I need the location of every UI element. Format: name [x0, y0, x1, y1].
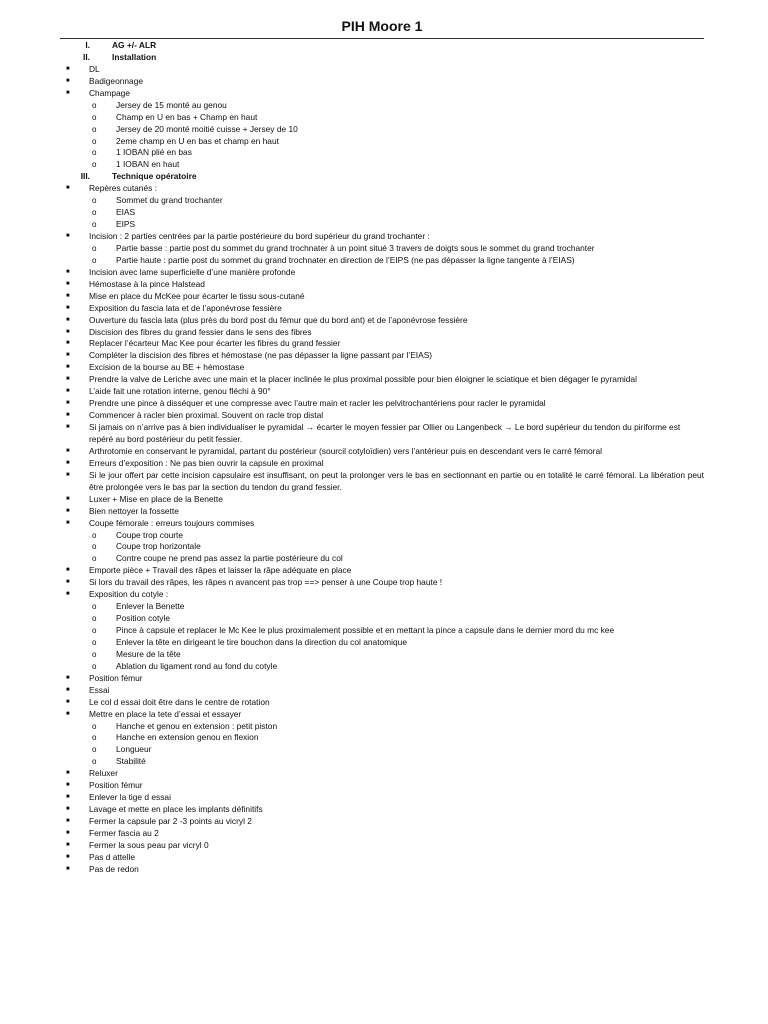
square-bullet-icon: ■: [66, 233, 70, 239]
circle-bullet-icon: o: [92, 220, 97, 230]
section-heading-text: Technique opératoire: [112, 171, 197, 182]
list-item-text: Enlever la Benette: [116, 601, 185, 612]
list-item: [0, 792, 768, 804]
list-item-text: EIAS: [116, 207, 136, 218]
section-heading: [0, 52, 768, 64]
list-item-text: Partie haute : partie post du sommet du grand trochnater en direction de l’EIPS (ne pas dépasser la ligne tangente à l’EIAS): [116, 254, 575, 265]
list-item-text: Pas d attelle: [89, 851, 136, 862]
sub-list-item: [0, 136, 768, 148]
list-item-text: Champ en U en bas + Champ en haut: [116, 111, 258, 122]
list-item-text: Longueur: [116, 744, 152, 755]
sub-list-item: [0, 255, 768, 267]
list-item: [0, 315, 768, 327]
section-heading: [0, 171, 768, 183]
list-item: [0, 88, 768, 100]
list-item-text: Fermer la capsule par 2 -3 points au vicryl 2: [89, 816, 252, 827]
circle-bullet-icon: o: [92, 757, 97, 767]
square-bullet-icon: ■: [66, 471, 70, 478]
list-item: [0, 410, 768, 422]
list-item-text: Replacer l’écarteur Mac Kee pour écarter les fibres du grand fessier: [89, 338, 341, 349]
list-item: [0, 518, 768, 530]
circle-bullet-icon: o: [92, 649, 97, 659]
list-item: [0, 697, 768, 709]
list-item: [0, 577, 768, 589]
list-item: [0, 506, 768, 518]
square-bullet-icon: ■: [66, 507, 70, 514]
list-item-text: Si lors du travail des râpes, les râpes n avancent pas trop ==> penser à une Coupe trop haute !: [89, 577, 443, 588]
sub-list-item: [0, 625, 768, 637]
circle-bullet-icon: o: [92, 637, 97, 647]
list-item-text: EIPS: [116, 219, 136, 230]
list-item-text: Mise en place du McKee pour écarter le tissu sous-cutané: [89, 290, 305, 301]
square-bullet-icon: ■: [66, 519, 70, 526]
list-item-text: Position fémur: [89, 672, 143, 683]
title-underline: [60, 38, 704, 39]
circle-bullet-icon: o: [92, 554, 97, 564]
list-item: [0, 279, 768, 291]
list-item-text: Sommet du grand trochanter: [116, 195, 223, 206]
list-item-text: Repères cutanés :: [89, 183, 157, 194]
square-bullet-icon: ■: [66, 328, 70, 335]
sub-list-item: [0, 649, 768, 661]
list-item: [0, 840, 768, 852]
list-item: [0, 864, 768, 876]
circle-bullet-icon: o: [92, 626, 97, 636]
sub-list-item: [0, 721, 768, 733]
circle-bullet-icon: o: [92, 243, 97, 253]
list-item: [0, 350, 768, 362]
square-bullet-icon: ■: [66, 567, 70, 574]
list-item-text: Si jamais on n’arrive pas à bien individualiser le pyramidal → écarter le moyen fessier par Ollier ou Langenbeck → Le bord supérieur du tendon du piriforme est repéré au bord postérieur du petit fessier.: [89, 422, 681, 444]
roman-numeral: II.: [83, 51, 90, 62]
list-item-text: Exposition du fascia lata et de l’aponévrose fessière: [89, 302, 282, 313]
square-bullet-icon: ■: [66, 686, 70, 693]
list-item-text: Fermer la sous peau par vicryl 0: [89, 839, 209, 850]
list-item-text: Prendre la valve de Leriche avec une main et la placer inclinée le plus proximal possible pour bien éloigner le sciatique et bien dégager le pyramidal: [89, 374, 637, 385]
list-item-text: Ouverture du fascia lata (plus près du bord post du fémur que du bord ant) et de l’aponévrose fessière: [89, 314, 468, 325]
list-item: [0, 231, 768, 243]
list-item-text: Hémostase à la pince Halstead: [89, 278, 205, 289]
sub-list-item: [0, 195, 768, 207]
list-item-text: Pince à capsule et replacer le Mc Kee le plus proximalement possible et en mettant la pince a capsule dans le dernier mord du mc kee: [116, 625, 615, 636]
square-bullet-icon: ■: [66, 447, 70, 454]
list-item-text: Emporte pièce + Travail des râpes et laisser la râpe adéquate en place: [89, 565, 352, 576]
sub-list-item: [0, 661, 768, 673]
section-heading: [0, 40, 768, 52]
sub-list-item: [0, 756, 768, 768]
sub-list-item: [0, 553, 768, 565]
list-item-text: Reluxer: [89, 768, 118, 779]
square-bullet-icon: ■: [66, 280, 70, 287]
list-item-text: Coupe trop courte: [116, 529, 184, 540]
square-bullet-icon: ■: [66, 424, 70, 431]
list-item-text: Position cotyle: [116, 613, 170, 624]
square-bullet-icon: ■: [66, 388, 70, 395]
square-bullet-icon: ■: [66, 495, 70, 502]
square-bullet-icon: ■: [66, 364, 70, 371]
list-item: [0, 494, 768, 506]
list-item: [0, 303, 768, 315]
sub-list-item: [0, 147, 768, 159]
sub-list-item: [0, 732, 768, 744]
list-item-text: DL: [89, 63, 100, 74]
list-item-text: Erreurs d’exposition : Ne pas bien ouvrir la capsule en proximal: [89, 457, 324, 468]
list-item: [0, 828, 768, 840]
list-item-text: Jersey de 15 monté au genou: [116, 99, 227, 110]
circle-bullet-icon: o: [92, 148, 97, 158]
list-item-text: Essai: [89, 684, 110, 695]
list-item-text: Partie basse : partie post du sommet du grand trochnater à un point situé 3 travers de doigts sous le sommet du grand trochanter: [116, 242, 595, 253]
square-bullet-icon: ■: [66, 376, 70, 383]
list-item-text: Compléter la discision des fibres et hémostase (ne pas dépasser la ligne passant par l’EIAS): [89, 350, 433, 361]
list-item-text: Enlever la tige d essai: [89, 792, 171, 803]
circle-bullet-icon: o: [92, 542, 97, 552]
list-item: [0, 804, 768, 816]
square-bullet-icon: ■: [66, 304, 70, 311]
list-item-text: Coupe trop horizontale: [116, 541, 201, 552]
list-item-text: Prendre une pince à disséquer et une compresse avec l’autre main et racler les pelvitrochantériens pour racler le pyramidal: [89, 398, 546, 409]
sub-list-item: [0, 207, 768, 219]
list-item-text: Stabilité: [116, 756, 146, 767]
roman-numeral: I.: [85, 40, 90, 50]
list-item-text: Luxer + Mise en place de la Benette: [89, 493, 223, 504]
list-item: [0, 291, 768, 303]
roman-numeral: III.: [80, 171, 90, 182]
sub-list-item: [0, 243, 768, 255]
list-item-text: Contre coupe ne prend pas assez la partie postérieure du col: [116, 553, 343, 564]
square-bullet-icon: ■: [66, 185, 70, 192]
circle-bullet-icon: o: [92, 661, 97, 671]
list-item: [0, 446, 768, 458]
list-item: [0, 398, 768, 410]
list-item: [0, 589, 768, 601]
list-item-text: Arthrotomie en conservant le pyramidal, partant du postérieur (sourcil cotyloïdien) vers l’antérieur puis en descendant vers le carré fémoral: [89, 445, 602, 456]
list-item: [0, 816, 768, 828]
sub-list-item: [0, 159, 768, 171]
square-bullet-icon: ■: [66, 591, 70, 598]
list-item-text: Incision : 2 parties centrées par la partie postérieure du bord supérieur du grand trochanter :: [89, 231, 430, 241]
list-item-text: Jersey de 20 monté moitié cuisse + Jersey de 10: [116, 123, 298, 134]
sub-list-item: [0, 541, 768, 553]
list-item-text: Mesure de la tête: [116, 648, 181, 659]
square-bullet-icon: ■: [66, 65, 70, 72]
circle-bullet-icon: o: [92, 745, 97, 755]
square-bullet-icon: ■: [66, 710, 70, 717]
document-title: PIH Moore 1: [341, 18, 423, 34]
section-heading-text: Installation: [112, 51, 157, 62]
list-item-text: Exposition du cotyle :: [89, 589, 169, 600]
square-bullet-icon: ■: [66, 579, 70, 586]
list-item-text: Pas de redon: [89, 863, 139, 874]
list-item: [0, 458, 768, 470]
list-item-text: Champage: [89, 87, 130, 98]
list-item-text: Incision avec lame superficielle d’une manière profonde: [89, 266, 296, 277]
circle-bullet-icon: o: [92, 208, 97, 218]
circle-bullet-icon: o: [92, 255, 97, 265]
list-item-text: 1 IOBAN plié en bas: [116, 147, 192, 158]
square-bullet-icon: ■: [66, 412, 70, 419]
list-item: [0, 64, 768, 76]
circle-bullet-icon: o: [92, 160, 97, 170]
square-bullet-icon: ■: [66, 829, 70, 836]
circle-bullet-icon: o: [92, 196, 97, 206]
list-item-text: Commencer à racler bien proximal. Souvent on racle trop distal: [89, 410, 324, 421]
list-item-text: Le col d essai doit être dans le centre de rotation: [89, 696, 270, 707]
square-bullet-icon: ■: [66, 292, 70, 299]
list-item: [0, 685, 768, 697]
sub-list-item: [0, 219, 768, 231]
square-bullet-icon: ■: [66, 698, 70, 705]
list-item-text: Hanche et genou en extension : petit piston: [116, 720, 278, 731]
sub-list-item: [0, 100, 768, 112]
sub-list-item: [0, 124, 768, 136]
list-item: [0, 76, 768, 88]
circle-bullet-icon: o: [92, 530, 97, 540]
list-item-text: Fermer fascia au 2: [89, 827, 159, 838]
sub-list-item: [0, 530, 768, 542]
list-item: [0, 709, 768, 721]
square-bullet-icon: ■: [66, 268, 70, 275]
list-item-text: Excision de la bourse au BE + hémostase: [89, 362, 245, 373]
list-item: [0, 386, 768, 398]
list-item-text: 2eme champ en U en bas et champ en haut: [116, 135, 279, 146]
circle-bullet-icon: o: [92, 721, 97, 731]
circle-bullet-icon: o: [92, 602, 97, 612]
sub-list-item: [0, 601, 768, 613]
list-item: [0, 327, 768, 339]
circle-bullet-icon: o: [92, 733, 97, 743]
circle-bullet-icon: o: [92, 124, 97, 134]
square-bullet-icon: ■: [66, 818, 70, 825]
list-item: [0, 374, 768, 386]
square-bullet-icon: ■: [66, 770, 70, 777]
list-item: [0, 422, 768, 446]
list-item: [0, 565, 768, 577]
circle-bullet-icon: o: [92, 136, 97, 146]
list-item: [0, 183, 768, 195]
sub-list-item: [0, 744, 768, 756]
section-heading-text: AG +/- ALR: [112, 40, 157, 50]
document-body: [0, 40, 768, 876]
square-bullet-icon: ■: [66, 674, 70, 681]
square-bullet-icon: ■: [66, 782, 70, 789]
list-item-text: Lavage et mette en place les implants définitifs: [89, 804, 263, 815]
list-item-text: L’aide fait une rotation interne, genou fléchi à 90°: [89, 386, 271, 397]
sub-list-item: [0, 613, 768, 625]
square-bullet-icon: ■: [66, 89, 70, 96]
list-item-text: Ablation du ligament rond au fond du cotyle: [116, 660, 278, 671]
square-bullet-icon: ■: [66, 316, 70, 323]
sub-list-item: [0, 112, 768, 124]
list-item-text: Position fémur: [89, 780, 143, 791]
square-bullet-icon: ■: [66, 853, 70, 860]
list-item-text: Mettre en place la tete d’essai et essayer: [89, 708, 242, 719]
circle-bullet-icon: o: [92, 100, 97, 110]
square-bullet-icon: ■: [66, 77, 70, 84]
list-item-text: Enlever la tête en dirigeant le tire bouchon dans la direction du col anatomique: [116, 636, 407, 647]
square-bullet-icon: ■: [66, 340, 70, 347]
list-item-text: Bien nettoyer la fossette: [89, 505, 179, 516]
list-item: [0, 362, 768, 374]
square-bullet-icon: ■: [66, 806, 70, 813]
list-item: [0, 673, 768, 685]
list-item-text: Discision des fibres du grand fessier dans le sens des fibres: [89, 326, 312, 337]
list-item-text: Si le jour offert par cette incision capsulaire est insuffisant, on peut la prolonger vers le bas en sectionnant en partie ou en totalité le carré fémoral. La libération peut être prolongée vers le bas par la section du tendon du grand fessier.: [89, 469, 704, 492]
list-item-text: Coupe fémorale : erreurs toujours commises: [89, 517, 255, 528]
list-item: [0, 852, 768, 864]
circle-bullet-icon: o: [92, 614, 97, 624]
list-item: [0, 470, 768, 494]
list-item: [0, 338, 768, 350]
square-bullet-icon: ■: [66, 794, 70, 801]
list-item-text: Hanche en extension genou en flexion: [116, 732, 259, 743]
square-bullet-icon: ■: [66, 400, 70, 407]
square-bullet-icon: ■: [66, 352, 70, 359]
list-item: [0, 768, 768, 780]
list-item-text: Badigeonnage: [89, 75, 144, 86]
square-bullet-icon: ■: [66, 841, 70, 848]
list-item: [0, 267, 768, 279]
circle-bullet-icon: o: [92, 112, 97, 122]
list-item-text: 1 IOBAN en haut: [116, 159, 180, 170]
sub-list-item: [0, 637, 768, 649]
square-bullet-icon: ■: [66, 459, 70, 466]
list-item: [0, 780, 768, 792]
square-bullet-icon: ■: [66, 865, 70, 872]
